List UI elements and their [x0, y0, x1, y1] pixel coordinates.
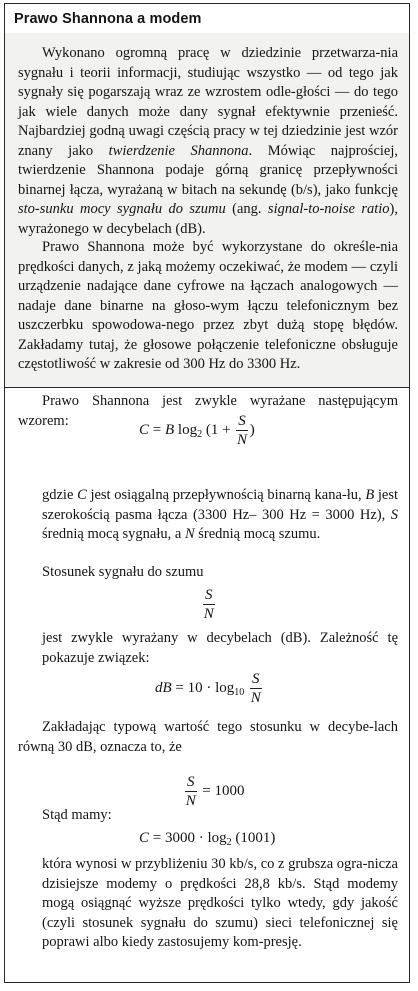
paragraph-snr: Stosunek sygnału do szumu [42, 564, 204, 580]
paragraph-modem: Prawo Shannona może być wykorzystane do określe-nia prędkości danych, z jaką możemy oczekiwać, że modem — czyli urządzenie nadające dane cyfrowe na łączach analogowych — nadaje dane binarne na głoso-wym łączu telefonicznym bez uszczerbku spowodowa-nego przez zbyt dużą stopę błędów. Zakładamy tutaj, że głosowe połączenie telefoniczne obsługuje częstotliwość w zakresie od 300 Hz do 3300 Hz. [18, 239, 398, 372]
box-title: Prawo Shannona a modem [14, 11, 202, 27]
sidebar-box [4, 3, 410, 983]
paragraph-decibels: jest zwykle wyrażany w decybelach (dB). Zależność tę pokazuje związek: [42, 630, 398, 666]
paragraph-formula-intro: Prawo Shannona jest zwykle wyrażane następującym wzorem: [18, 393, 398, 429]
formula-ratio: $\frac{S}{N}$ = 1000 [185, 774, 245, 809]
paragraph-conclusion: która wynosi w przybliżeniu 30 kb/s, co z grubsza ogra-nicza dzisiejsze modemy o prędkości 28,8 kb/s. Stąd modemy mogą osiągnąć wyższe prędkości tylko wtedy, gdy jakość (czyli stosunek sygnału do szumu) sieci telefonicznej się poprawi albo kiedy zastosujemy kom-presję. [42, 856, 398, 950]
paragraph-definitions: gdzie C jest osiągalną przepływnością binarną kana-łu, B jest szerokością pasma łącza (3300 Hz– 300 Hz = 3000 Hz), S średnią mocą sygnału, a N średnią mocą szumu. [42, 487, 399, 542]
term-snr: sto-sunku mocy sygnału do szumu [18, 201, 226, 217]
paragraph-therefore: Stąd mamy: [42, 807, 112, 823]
formula-s-over-n: $\frac{S}{N}$ [203, 587, 214, 622]
panel-divider [5, 387, 409, 388]
formula-capacity: $C = 3000 \cdot \log_2 (1001)$ [139, 830, 276, 848]
formula-shannon: C = B $\log_2 (1$ + $\frac{S}{N}$ ) [139, 413, 255, 448]
fraction-s-over-n: $\frac{S}{N}$ [237, 413, 248, 448]
term-snr-english: signal-to-noise ratio [267, 201, 390, 217]
formula-decibel: dB = $10 \cdot \log_{10}$ $\frac{S}{N}$ [155, 671, 261, 706]
paragraph-intro: Wykonano ogromną pracę w dziedzinie przetwarza-nia sygnału i teorii informacji, studiując wszystko — od tego jak sygnały się pogarszają wraz ze wzrostem odle-głości — do tego jak wiele danych może dany sygnał efektywnie przenieść. Najbardziej godną uwagi częścią pracy w tej dziedzinie jest wzór znany jako twierdzenie Shannona. Mówiąc najprościej, twierdzenie Shannona podaje górną granicę przepływności binarnej łącza, wyrażaną w bitach na sekundę (b/s), jako funkcję sto-sunku mocy sygnału do szumu (ang. signal-to-noise ratio), wyrażonego w decybelach (dB). [18, 45, 398, 237]
term-shannon: twierdzenie Shannona [108, 142, 249, 159]
paragraph-assumption: Zakładając typową wartość tego stosunku w decybe-lach równą 30 dB, oznacza to, że [18, 719, 398, 755]
